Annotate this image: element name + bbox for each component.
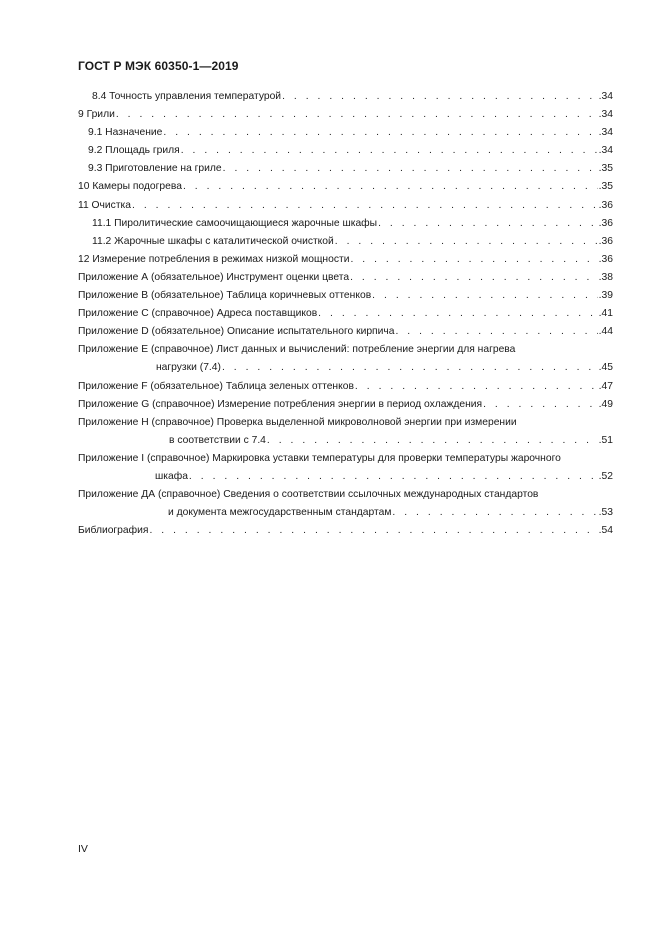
toc-entry-title: Приложение В (обязательное) Таблица коричневых оттенков bbox=[78, 290, 372, 302]
toc-entry-continuation[interactable] bbox=[78, 432, 613, 450]
dot-leader bbox=[189, 468, 598, 486]
toc-entry[interactable] bbox=[78, 124, 613, 142]
toc-entry-page: .51 bbox=[598, 434, 613, 446]
toc-entry-page: .34 bbox=[598, 91, 613, 102]
dot-leader bbox=[222, 359, 598, 377]
toc-entry-page: .41 bbox=[598, 308, 613, 320]
toc-entry[interactable] bbox=[78, 287, 613, 305]
dot-leader bbox=[223, 160, 598, 178]
toc-entry[interactable] bbox=[78, 251, 613, 269]
toc-entry[interactable] bbox=[78, 305, 613, 323]
toc-entry-title: Приложение Н (справочное) Проверка выделенной микроволновой энергии при измерении bbox=[78, 416, 517, 428]
toc-entry-page: .52 bbox=[598, 470, 613, 482]
dot-leader bbox=[116, 106, 598, 124]
toc-entry-title: 11 Очистка bbox=[78, 199, 131, 211]
dot-leader bbox=[378, 215, 598, 233]
toc-entry-title: 10 Камеры подогрева bbox=[78, 181, 182, 193]
toc-entry-title: 9.2 Площадь гриля bbox=[88, 145, 180, 157]
dot-leader bbox=[372, 287, 598, 305]
toc-entry-page: .39 bbox=[598, 290, 613, 302]
dot-leader bbox=[350, 269, 598, 287]
toc-entry[interactable] bbox=[78, 106, 613, 124]
dot-leader bbox=[282, 88, 598, 106]
dot-leader bbox=[395, 323, 597, 341]
toc-entry-page: .49 bbox=[598, 398, 613, 410]
dot-leader bbox=[318, 305, 598, 323]
dot-leader bbox=[350, 251, 597, 269]
toc-entry[interactable] bbox=[78, 396, 613, 414]
dot-leader bbox=[163, 124, 597, 142]
toc-entry-title: Приложение I (справочное) Маркировка уставки температуры для проверки температуры жарочного bbox=[78, 452, 561, 464]
toc-entry-page: .34 bbox=[598, 145, 613, 157]
toc-entry[interactable] bbox=[78, 378, 613, 396]
toc-entry-page: .35 bbox=[598, 163, 613, 175]
toc-entry-page: .36 bbox=[598, 253, 613, 265]
toc-entry[interactable] bbox=[78, 233, 613, 251]
toc-entry-title-continued: шкафа bbox=[155, 470, 188, 482]
toc-entry-continuation[interactable] bbox=[78, 468, 613, 486]
toc-entry-title: 9.3 Приготовление на гриле bbox=[88, 163, 222, 175]
toc-entry-page: .34 bbox=[598, 109, 613, 121]
dot-leader bbox=[149, 522, 597, 540]
toc-entry-continuation[interactable] bbox=[78, 359, 613, 377]
toc-entry-page: .47 bbox=[598, 380, 613, 392]
toc-entry-page: .38 bbox=[598, 271, 613, 283]
toc-entry[interactable] bbox=[78, 215, 613, 233]
toc-entry-title: Библиография bbox=[78, 525, 149, 537]
toc-entry[interactable] bbox=[78, 178, 613, 196]
toc-entry-title-continued: в соответствии с 7.4 bbox=[169, 434, 266, 446]
toc-entry[interactable] bbox=[78, 197, 613, 215]
toc-entry-title: Приложение ДА (справочное) Сведения о соответствии ссылочных международных стандартов bbox=[78, 489, 539, 501]
toc-entry-title: Приложение G (справочное) Измерение потребления энергии в период охлаждения bbox=[78, 398, 483, 410]
toc-entry-continuation[interactable] bbox=[78, 504, 613, 522]
toc-entry-title: Приложение А (обязательное) Инструмент оценки цвета bbox=[78, 271, 350, 283]
dot-leader bbox=[267, 432, 598, 450]
toc-entry[interactable] bbox=[78, 142, 613, 160]
toc-entry[interactable] bbox=[78, 323, 613, 341]
toc-entry-page: .54 bbox=[598, 525, 613, 537]
toc-entry-title: 11.2 Жарочные шкафы с каталитической очисткой bbox=[92, 235, 334, 247]
toc-entry-page: .36 bbox=[598, 235, 613, 247]
toc-entry-page: .36 bbox=[598, 199, 613, 211]
toc-entry[interactable] bbox=[78, 269, 613, 287]
page-number: IV bbox=[78, 843, 88, 855]
toc-entry[interactable] bbox=[78, 160, 613, 178]
toc-entry-title: Приложение F (обязательное) Таблица зеленых оттенков bbox=[78, 380, 354, 392]
dot-leader bbox=[183, 178, 598, 196]
toc-entry-title: 8.4 Точность управления температурой bbox=[92, 91, 282, 102]
toc-entry[interactable] bbox=[78, 522, 613, 540]
toc-entry-title: Приложение Е (справочное) Лист данных и вычислений: потребление энергии для нагрева bbox=[78, 344, 516, 356]
toc-entry-page: .44 bbox=[598, 326, 613, 338]
document-header: ГОСТ Р МЭК 60350-1—2019 bbox=[78, 59, 239, 73]
dot-leader bbox=[181, 142, 598, 160]
toc-entry-first-line[interactable] bbox=[78, 450, 613, 468]
table-of-contents bbox=[78, 88, 613, 540]
toc-entry[interactable] bbox=[78, 88, 613, 106]
toc-entry-page: .35 bbox=[598, 181, 613, 193]
toc-entry-title: 11.1 Пиролитические самоочищающиеся жарочные шкафы bbox=[92, 217, 378, 229]
toc-entry-first-line[interactable] bbox=[78, 341, 613, 359]
dot-leader bbox=[355, 378, 598, 396]
toc-entry-title: 9 Грили bbox=[78, 109, 115, 121]
toc-entry-page: .36 bbox=[598, 217, 613, 229]
toc-entry-title: Приложение D (обязательное) Описание испытательного кирпича bbox=[78, 326, 395, 338]
toc-entry-page: .45 bbox=[598, 362, 613, 374]
dot-leader bbox=[335, 233, 598, 251]
toc-entry-title: 9.1 Назначение bbox=[88, 127, 163, 139]
toc-entry-title-continued: нагрузки (7.4) bbox=[156, 362, 221, 374]
toc-entry-title: 12 Измерение потребления в режимах низкой мощности bbox=[78, 253, 350, 265]
dot-leader bbox=[483, 396, 598, 414]
toc-entry-page: .34 bbox=[598, 127, 613, 139]
dot-leader bbox=[392, 504, 597, 522]
dot-leader bbox=[132, 197, 598, 215]
toc-entry-page: .53 bbox=[598, 507, 613, 519]
toc-entry-title-continued: и документа межгосударственным стандартам bbox=[168, 507, 392, 519]
toc-entry-first-line[interactable] bbox=[78, 486, 613, 504]
toc-entry-first-line[interactable] bbox=[78, 414, 613, 432]
toc-entry-title: Приложение С (справочное) Адреса поставщиков bbox=[78, 308, 318, 320]
